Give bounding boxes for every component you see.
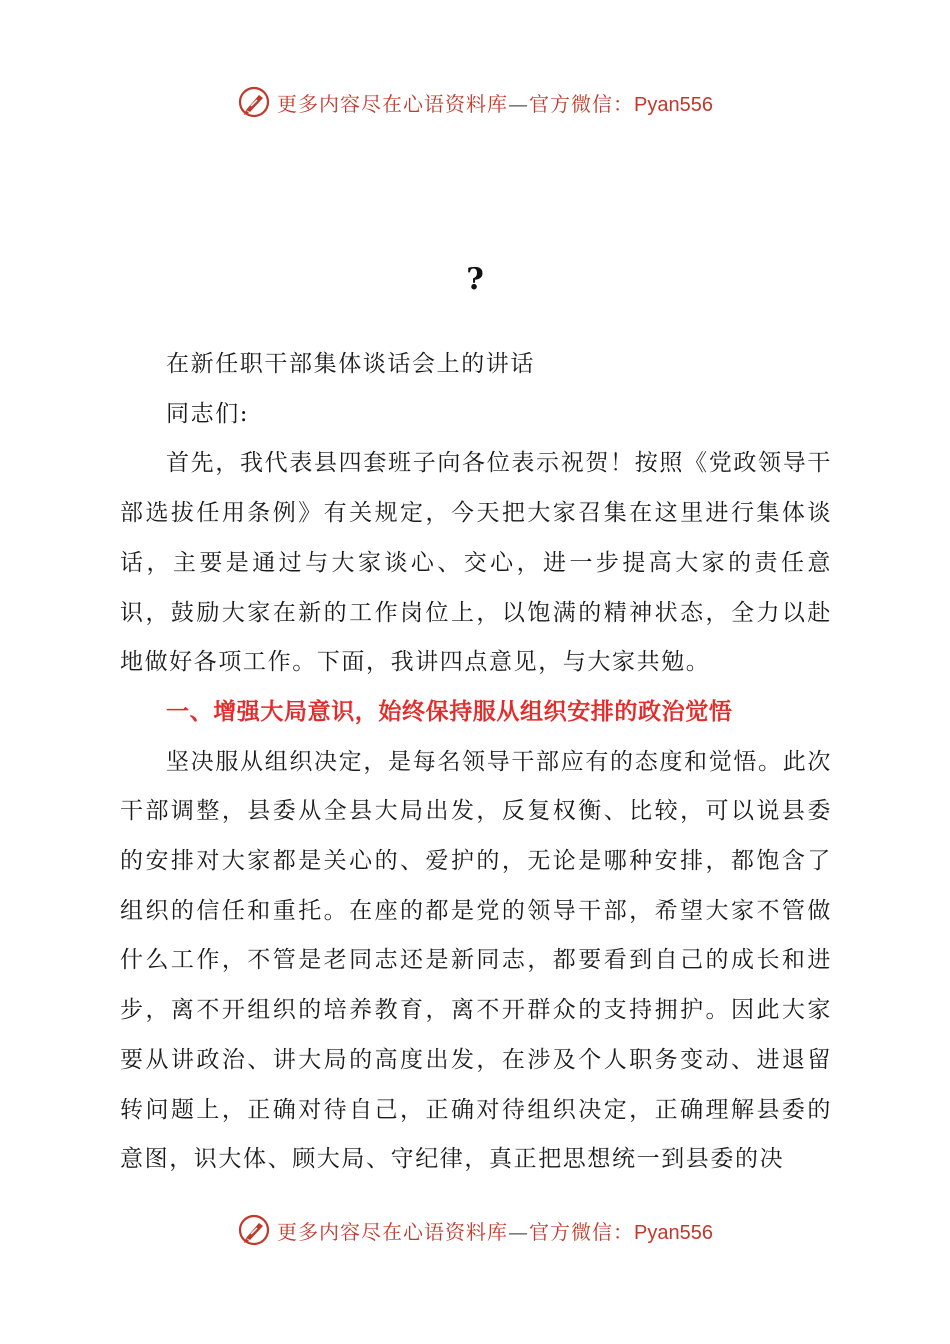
header-watermark — [0, 82, 950, 122]
footer-watermark — [0, 1210, 950, 1250]
pen-nib-logo-icon — [237, 85, 271, 119]
watermark-id: Pyan556 — [634, 93, 713, 116]
watermark-brand: 更多内容尽在心语资料库 — [277, 91, 509, 116]
intro-paragraph: 首先，我代表县四套班子向各位表示祝贺！按照《党政领导干部选拔任用条例》有关规定，今天把大家召集在这里进行集体谈话，主要是通过与大家谈心、交心，进一步提高大家的责任意识，鼓励大家在新的工作岗位上，以饱满的精神状态，全力以赴地做好各项工作。下面，我讲四点意见，与大家共勉。 — [120, 450, 832, 676]
salutation: 同志们: — [166, 400, 250, 427]
speech-title: 在新任职干部集体谈话会上的讲话 — [166, 351, 535, 377]
watermark-separator: — — [508, 91, 530, 116]
document-body — [120, 340, 832, 1185]
watermark-id: Pyan556 — [634, 1221, 713, 1244]
section-heading: 一、增强大局意识，始终保持服从组织安排的政治觉悟 — [166, 698, 733, 725]
watermark-separator: — — [508, 1219, 530, 1244]
title-mark: ? — [466, 262, 484, 297]
pen-nib-logo-icon — [237, 1213, 271, 1247]
watermark-brand: 更多内容尽在心语资料库 — [277, 1219, 509, 1244]
watermark-text — [277, 1216, 713, 1245]
watermark-text — [277, 88, 713, 117]
watermark-contact: 官方微信： — [529, 1219, 635, 1244]
section-paragraph: 坚决服从组织决定，是每名领导干部应有的态度和觉悟。此次干部调整，县委从全县大局出发，反复权衡、比较，可以说县委的安排对大家都是关心的、爱护的，无论是哪种安排，都饱含了组织的信任和重托。在座的都是党的领导干部，希望大家不管做什么工作，不管是老同志还是新同志，都要看到自己的成长和进步，离不开组织的培养教育，离不开群众的支持拥护。因此大家要从讲政治、讲大局的高度出发，在涉及个人职务变动、进退留转问题上，正确对待自己，正确对待组织决定，正确理解县委的意图，识大体、顾大局、守纪律，真正把思想统一到县委的决 — [120, 748, 832, 1173]
watermark-contact: 官方微信： — [529, 91, 635, 116]
